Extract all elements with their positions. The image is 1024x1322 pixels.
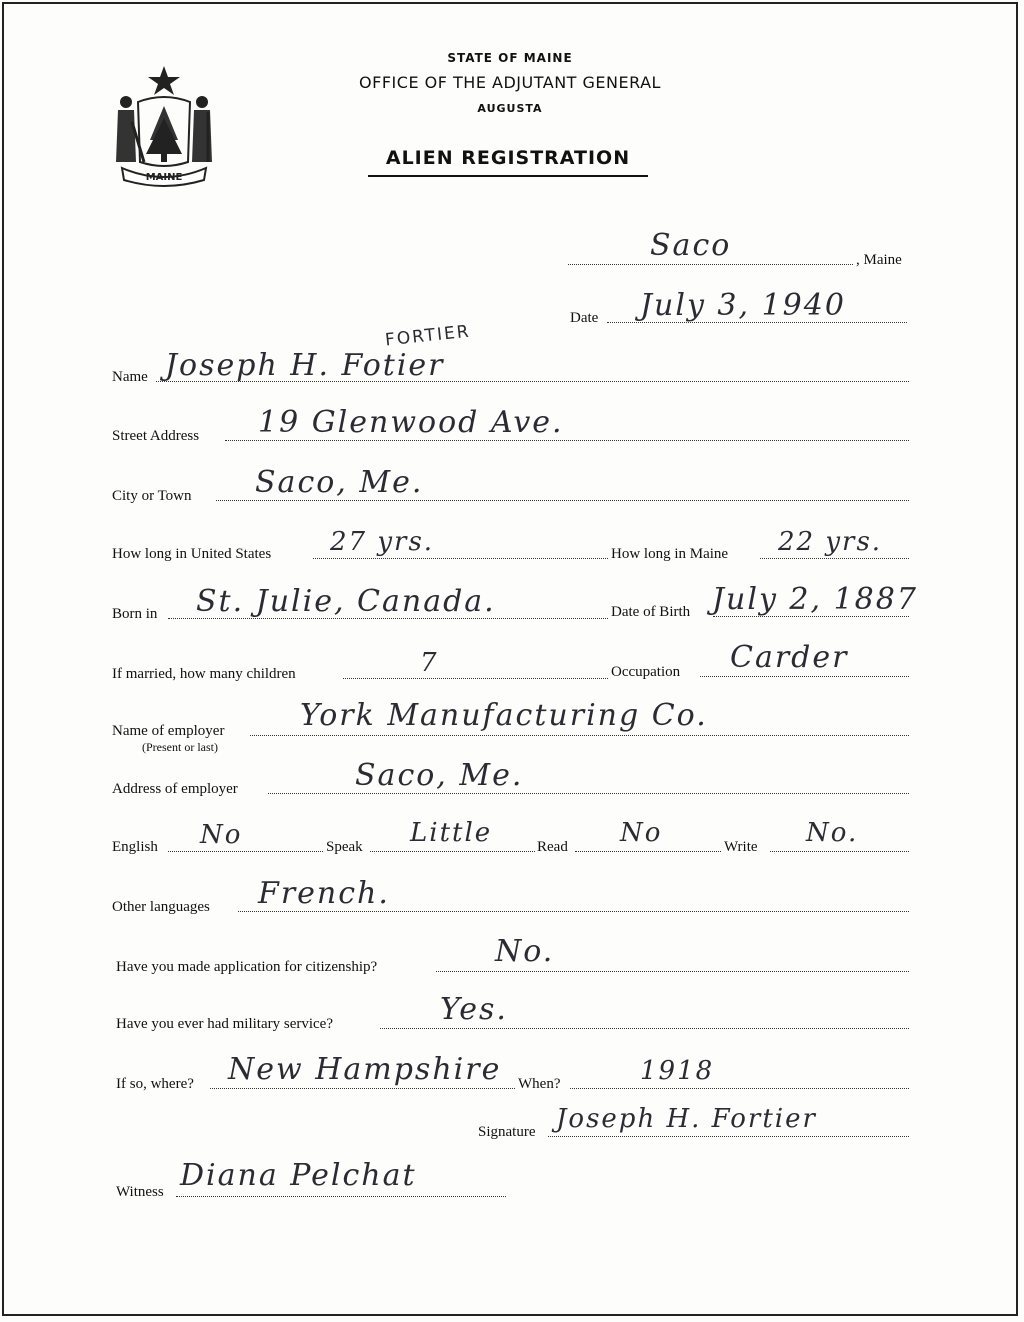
english-line [168, 851, 323, 852]
where-label: If so, where? [116, 1076, 194, 1092]
speak-line [370, 851, 535, 852]
speak-value: Little [410, 818, 493, 848]
write-line [770, 851, 909, 852]
where-line [210, 1088, 515, 1089]
street-label: Street Address [112, 428, 200, 444]
signature-label: Signature [478, 1124, 536, 1140]
seal-text: MAINE [145, 172, 183, 183]
citizenship-line [436, 971, 909, 972]
city-value: Saco, Me. [255, 465, 424, 500]
street-line [225, 440, 909, 441]
english-label: English [112, 839, 158, 855]
date-label: Date [570, 310, 599, 326]
write-label: Write [724, 839, 758, 855]
read-label: Read [537, 839, 568, 855]
name-label: Name [112, 369, 148, 385]
how-long-maine-value: 22 yrs. [778, 527, 883, 557]
date-of-birth-value: July 2, 1887 [712, 582, 918, 617]
place-value: Saco [650, 228, 732, 263]
header-state: STATE OF MAINE [447, 51, 573, 65]
city-line [216, 500, 909, 501]
employer-line [250, 735, 909, 736]
employer-address-value: Saco, Me. [355, 758, 524, 793]
citizenship-label: Have you made application for citizenship? [116, 959, 378, 975]
when-line [570, 1088, 909, 1089]
how-long-us-line [313, 558, 608, 559]
when-label: When? [518, 1076, 561, 1092]
occupation-value: Carder [730, 640, 849, 675]
maine-seal-icon [108, 62, 220, 190]
when-value: 1918 [640, 1056, 715, 1086]
form-title: ALIEN REGISTRATION [368, 147, 648, 177]
name-value: Joseph H. Fotier [165, 348, 445, 383]
other-languages-value: French. [258, 876, 390, 911]
born-in-value: St. Julie, Canada. [196, 584, 496, 619]
write-value: No. [806, 818, 859, 848]
children-line [343, 678, 608, 679]
signature-line [548, 1136, 909, 1137]
signature-value: Joseph H. Fortier [556, 1104, 817, 1134]
header-city: AUGUSTA [477, 102, 543, 115]
born-in-label: Born in [112, 606, 158, 622]
military-label: Have you ever had military service? [116, 1016, 333, 1032]
how-long-us-value: 27 yrs. [330, 527, 435, 557]
other-languages-line [238, 911, 909, 912]
children-value: 7 [420, 648, 439, 678]
place-line [568, 264, 853, 265]
speak-label: Speak [326, 839, 363, 855]
employer-address-label: Address of employer [112, 781, 238, 797]
name-correction-note: FORTIER [384, 321, 472, 351]
witness-line [176, 1196, 506, 1197]
read-value: No [620, 818, 663, 848]
military-value: Yes. [440, 992, 508, 1027]
military-line [380, 1028, 909, 1029]
maine-label: , Maine [856, 252, 902, 268]
city-label: City or Town [112, 488, 192, 504]
employer-label: Name of employer [112, 723, 225, 739]
other-languages-label: Other languages [112, 899, 210, 915]
witness-value: Diana Pelchat [180, 1158, 417, 1193]
how-long-maine-label: How long in Maine [611, 546, 729, 562]
english-value: No [200, 820, 243, 850]
date-value: July 3, 1940 [640, 288, 846, 323]
employer-address-line [268, 793, 909, 794]
how-long-us-label: How long in United States [112, 546, 272, 562]
date-of-birth-label: Date of Birth [611, 604, 691, 620]
citizenship-value: No. [495, 934, 555, 969]
children-label: If married, how many children [112, 666, 296, 682]
page-border [2, 2, 1018, 1316]
read-line [575, 851, 721, 852]
employer-sublabel: (Present or last) [142, 740, 218, 754]
occupation-label: Occupation [611, 664, 681, 680]
how-long-maine-line [760, 558, 909, 559]
street-value: 19 Glenwood Ave. [258, 405, 564, 440]
employer-value: York Manufacturing Co. [300, 698, 708, 733]
occupation-line [700, 676, 909, 677]
where-value: New Hampshire [228, 1052, 502, 1087]
witness-label: Witness [116, 1184, 164, 1200]
header-office: OFFICE OF THE ADJUTANT GENERAL [359, 73, 661, 92]
